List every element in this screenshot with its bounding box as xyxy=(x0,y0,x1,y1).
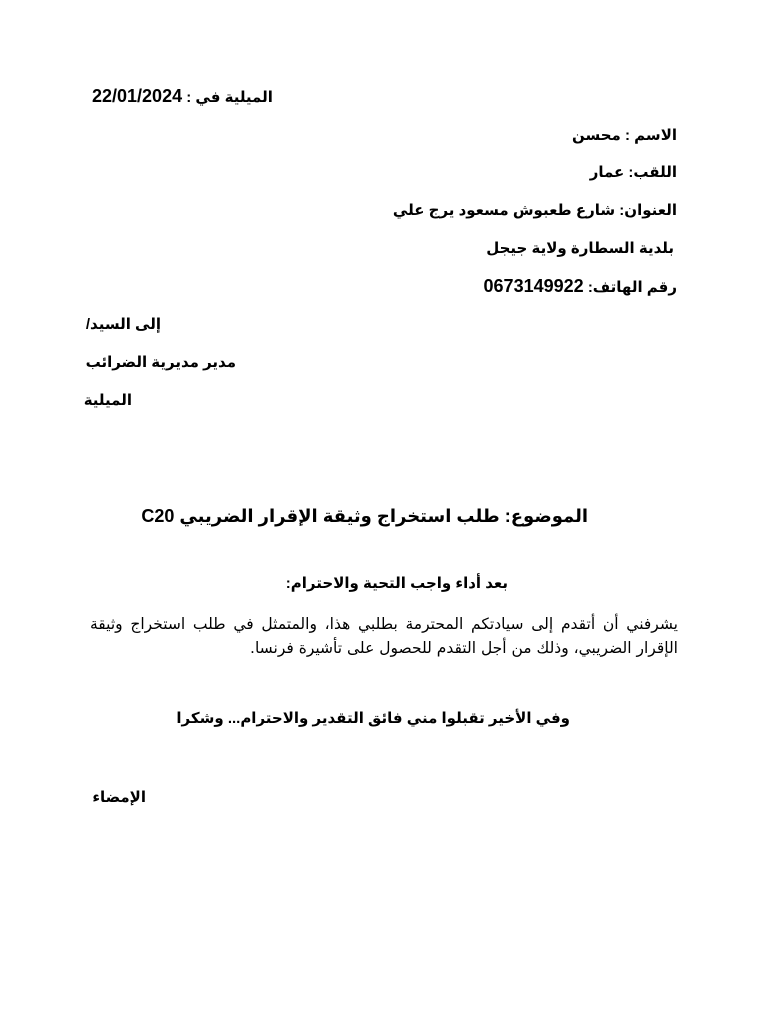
greeting-line: بعد أداء واجب التحية والاحترام: xyxy=(285,575,508,592)
recipient-title: مدير مديرية الضرائب xyxy=(85,354,236,371)
body-paragraph: يشرفني أن أتقدم إلى سيادتكم المحترمة بطلبي هذا، والمتمثل في طلب استخراج وثيقة الإقرار الضريبي، وذلك من أجل التقدم للحصول على تأشيرة فرنسا. xyxy=(90,615,678,657)
subject-line: الموضوع: طلب استخراج وثيقة الإقرار الضريبي C20 xyxy=(141,506,588,526)
date-label: الميلية في : xyxy=(186,89,273,106)
date-value: 22/01/2024 xyxy=(92,86,183,106)
phone-value: 0673149922 xyxy=(483,276,584,296)
recipient-salutation: إلى السيد/ xyxy=(85,316,161,333)
recipient-city: الميلية xyxy=(83,392,132,409)
date-line xyxy=(92,86,273,108)
closing-line: وفي الأخير تقبلوا مني فائق التقدير والاحترام... وشكرا xyxy=(176,710,570,727)
phone-label: رقم الهاتف: xyxy=(587,279,677,296)
sender-name: الاسم : محسن xyxy=(571,127,677,144)
sender-municipality: بلدية السطارة ولاية جيجل xyxy=(486,240,674,257)
sender-surname: اللقب: عمار xyxy=(589,164,677,181)
sender-address: العنوان: شارع طعبوش مسعود يرج علي xyxy=(392,202,677,219)
sender-phone-line xyxy=(484,276,677,298)
signature-label: الإمضاء xyxy=(92,789,146,806)
